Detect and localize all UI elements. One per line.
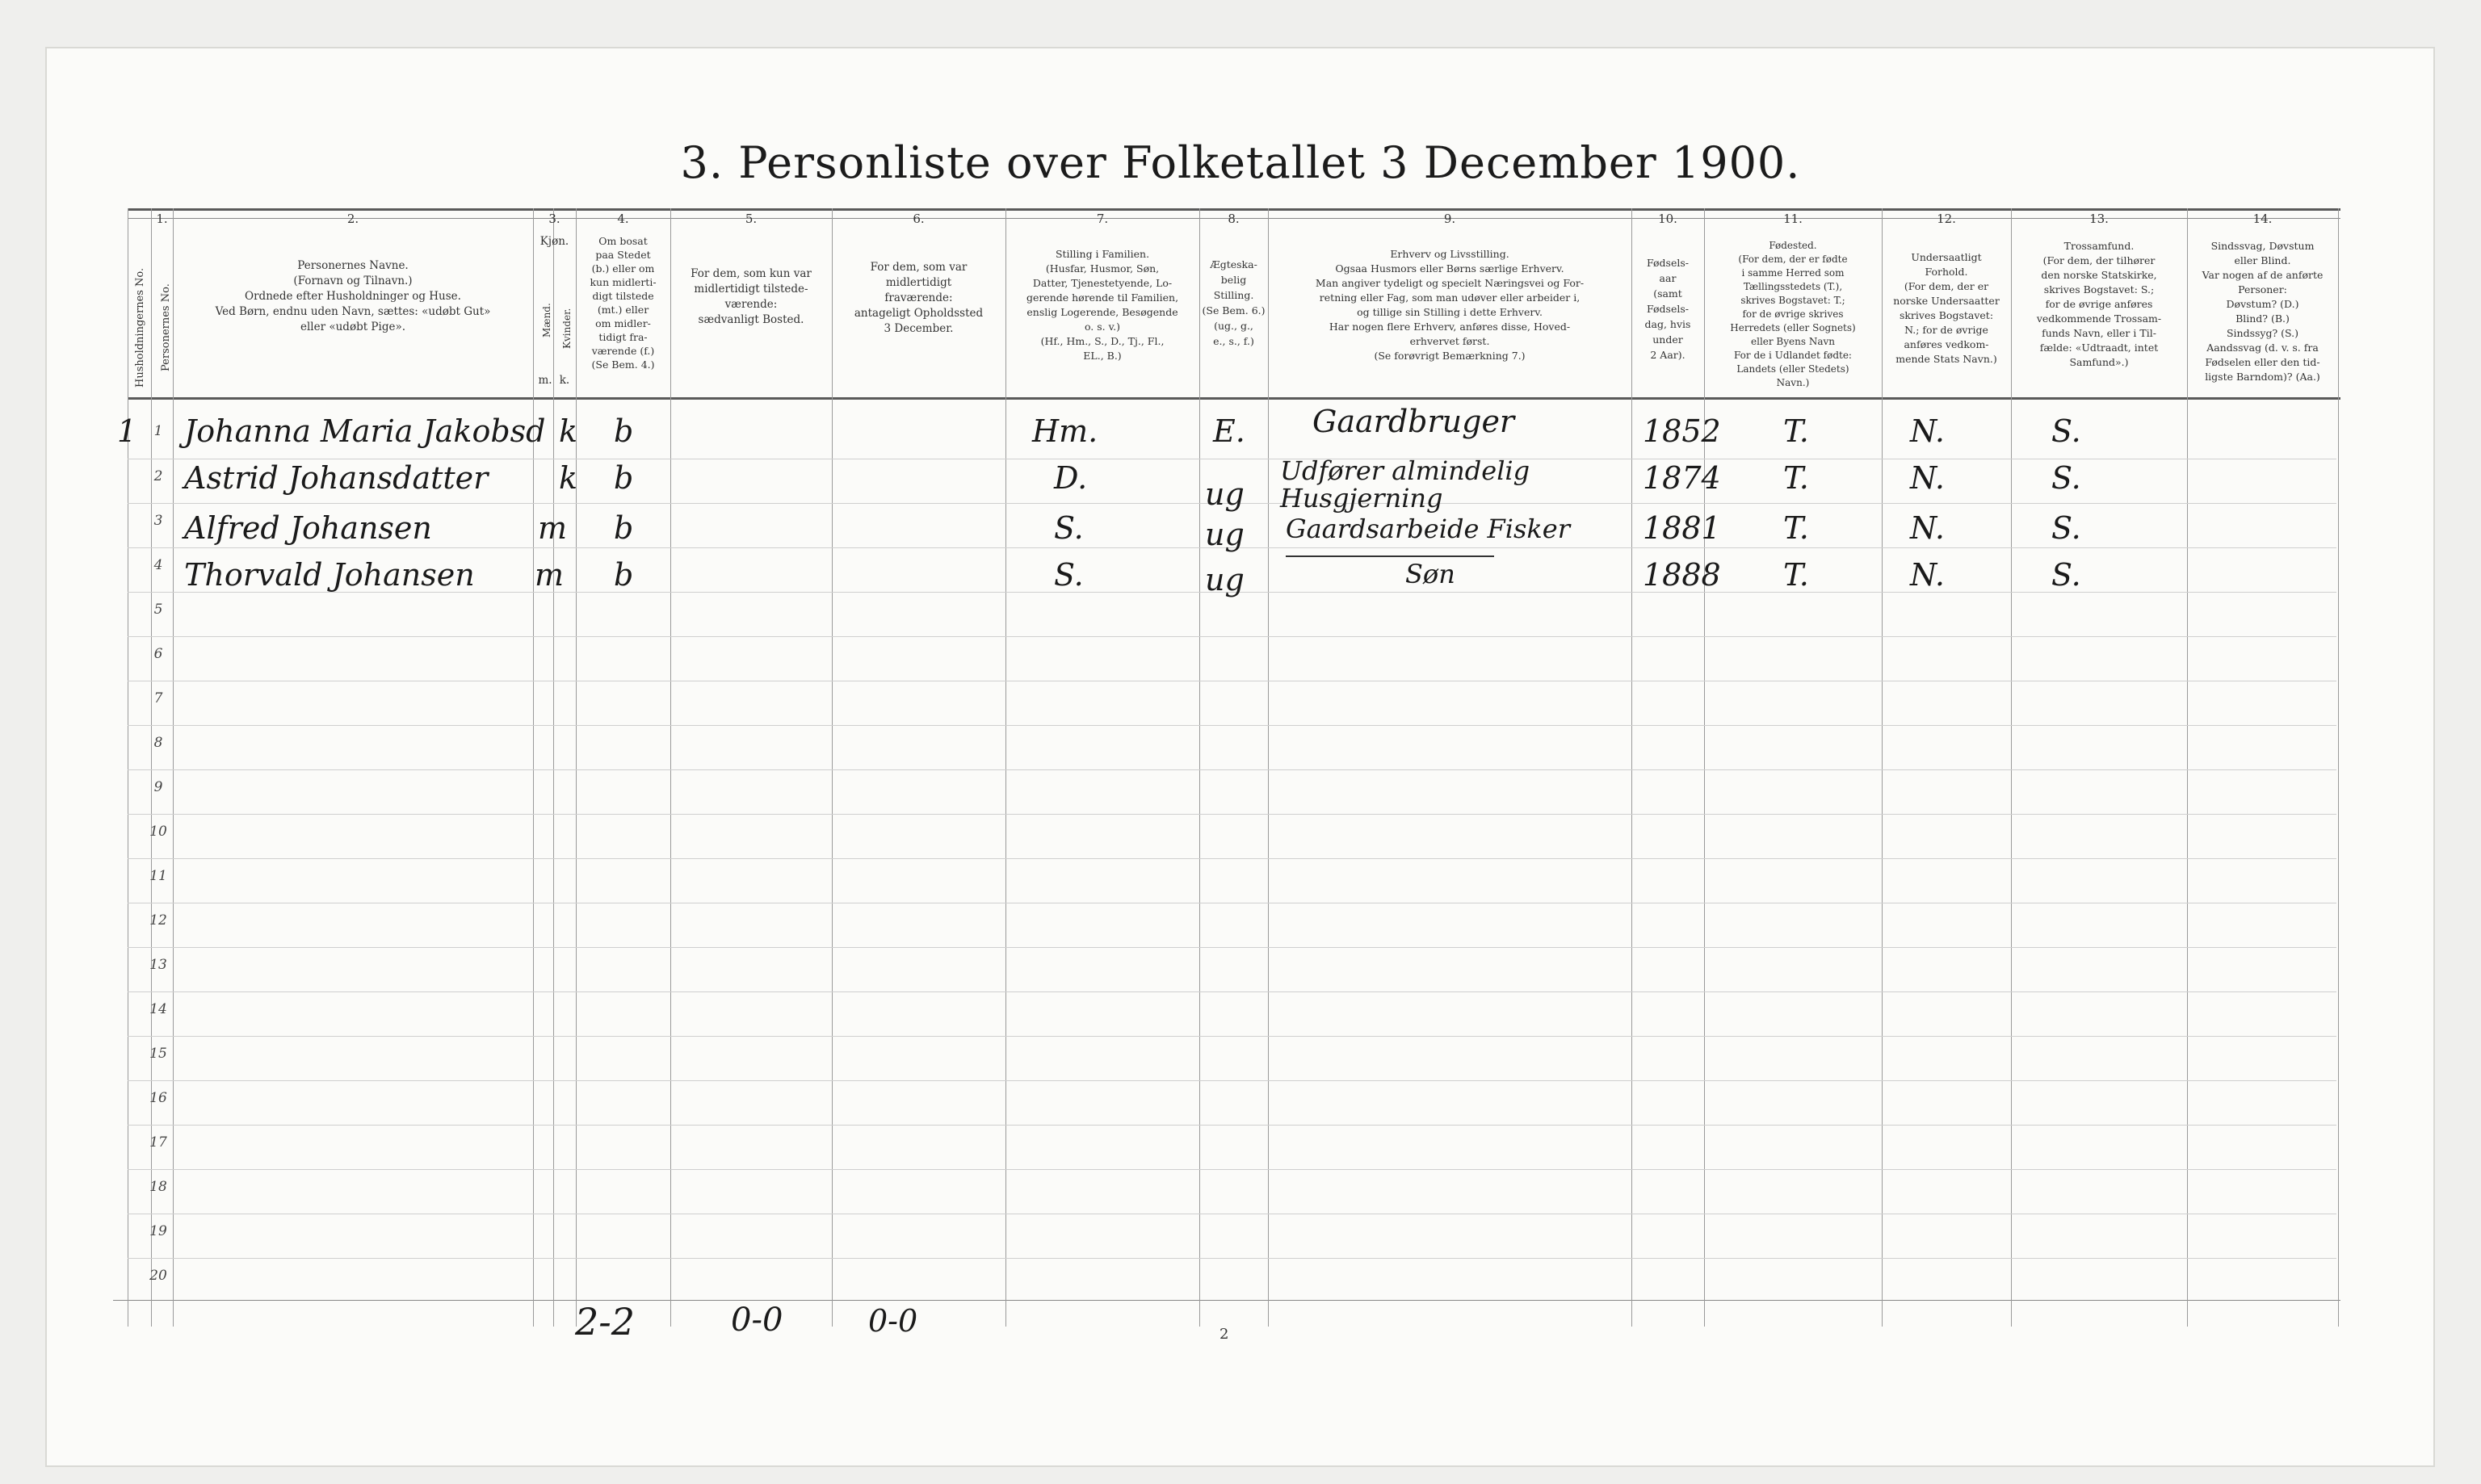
entry-birth-year: 1852 — [1643, 413, 1721, 449]
entry-marital: ug — [1205, 562, 1245, 597]
occupation-underline — [1286, 555, 1494, 557]
entry-family-position: S. — [1054, 557, 1084, 593]
column-number: 2. — [346, 212, 359, 226]
entry-birthplace: T. — [1783, 557, 1809, 593]
entry-birth-year: 1881 — [1643, 510, 1721, 546]
entry-sex: k — [559, 460, 578, 496]
row-number: 3 — [153, 513, 163, 529]
entry-birth-year: 1888 — [1643, 557, 1721, 593]
entry-residence: b — [614, 557, 634, 593]
header-marital: Ægteska- belig Stilling. (Se Bem. 6.) (ug., g., e., s., f.) — [1202, 258, 1266, 347]
header-sex: Kjøn. — [539, 235, 569, 248]
entry-residence: b — [614, 460, 634, 496]
header-religion: Trossamfund. (For dem, der tilhører den norske Statskirke, skrives Bogstavet: S.; for de øvrige anføres vedkommende Trossam- funds Navn, eller i Til- fælde: «Udtraadt, intet Samfund».) — [2036, 240, 2162, 368]
entry-citizenship: N. — [1910, 510, 1945, 546]
row-number: 4 — [153, 557, 163, 573]
entry-marital: ug — [1205, 476, 1245, 512]
col-line — [1631, 208, 1632, 1327]
entry-name: Astrid Johansdatter — [184, 460, 489, 496]
entry-marital: ug — [1205, 517, 1245, 552]
entry-family-position: D. — [1054, 460, 1088, 496]
entry-citizenship: N. — [1910, 413, 1945, 449]
column-number: 11. — [1783, 212, 1803, 226]
header-temp-present: For dem, som kun var midlertidigt tilstede- værende: sædvanligt Bosted. — [691, 267, 812, 326]
row-number: 5 — [153, 602, 163, 618]
household-number: 1 — [117, 413, 137, 449]
entry-occupation: Gaardbruger — [1312, 404, 1515, 439]
col-line — [832, 208, 833, 1327]
col-line — [2338, 208, 2339, 1327]
column-number: 5. — [745, 212, 758, 226]
row-number: 10 — [149, 824, 167, 840]
col-line — [1882, 208, 1883, 1327]
row-number: 15 — [149, 1046, 167, 1062]
row-line — [128, 858, 2336, 859]
row-number: 17 — [149, 1134, 167, 1151]
row-number: 6 — [153, 646, 163, 662]
header-occupation: Erhverv og Livsstilling. Ogsaa Husmors eller Børns særlige Erhverv. Man angiver tydeligt og specielt Næringsvei og For- retning eller Fag, som man udøver eller arbeider i, og tillige sin Stilling i dette Erhverv. Har nogen flere Erhverv, anføres disse, Hoved- erhvervet først. (Se forøvrigt Bemærkning 7.) — [1315, 248, 1585, 362]
row-line — [128, 1258, 2336, 1259]
entry-occupation: Udfører almindelig Husgjerning — [1280, 455, 1530, 514]
row-line — [128, 636, 2336, 637]
header-disability: Sindssvag, Døvstum eller Blind. Var nogen af de anførte Personer: Døvstum? (D.) Blind? (B.) Sindssyg? (S.) Aandssvag (d. v. s. fra Fødselen eller den tid- ligste Barndom)? (Aa.) — [2202, 240, 2324, 383]
column-number: 10. — [1658, 212, 1677, 226]
header-names: Personernes Navne. (Fornavn og Tilnavn.) Ordnede efter Husholdninger og Huse. Ved Børn, endnu uden Navn, sættes: «udøbt Gut» eller «udøbt Pige». — [215, 259, 491, 333]
tally-temp-present: 0-0 — [731, 1302, 783, 1339]
header-family-position: Stilling i Familien. (Husfar, Husmor, Søn, Datter, Tjenestetyende, Lo- gerende hørende til Familien, enslig Logerende, Besøgende o. s. v.) (Hf., Hm., S., D., Tj., Fl., EL., B.) — [1026, 248, 1179, 362]
header-citizenship: Undersaatligt Forhold. (For dem, der er norske Undersaatter skrives Bogstavet: N.; for de øvrige anføres vedkom- mende Stats Navn.) — [1893, 251, 2000, 365]
row-number: 7 — [153, 690, 163, 706]
entry-birthplace: T. — [1783, 413, 1809, 449]
entry-birthplace: T. — [1783, 510, 1809, 546]
header-rule — [128, 397, 2340, 400]
row-number: 2 — [153, 468, 163, 484]
header-female: Kvinder. — [561, 308, 573, 349]
row-number: 18 — [149, 1179, 167, 1195]
entry-sex: m — [538, 510, 568, 546]
entry-religion: S. — [2051, 460, 2081, 496]
header-m: m. — [538, 374, 552, 387]
entry-family-position: S. — [1054, 510, 1084, 546]
row-line — [128, 947, 2336, 948]
row-number: 20 — [149, 1268, 167, 1284]
column-number: 1. — [156, 212, 168, 226]
row-number: 9 — [153, 779, 163, 795]
col-line — [670, 208, 671, 1327]
col-line — [2011, 208, 2012, 1327]
column-number: 14. — [2252, 212, 2273, 226]
entry-religion: S. — [2051, 557, 2081, 593]
entry-residence: b — [614, 510, 634, 546]
header-k: k. — [559, 374, 570, 387]
row-number: 16 — [149, 1090, 167, 1106]
page-number: 2 — [1220, 1326, 1229, 1343]
bottom-rule — [113, 1300, 2340, 1301]
row-line — [128, 1080, 2336, 1081]
row-number: 8 — [153, 735, 163, 751]
column-number: 4. — [617, 212, 629, 226]
entry-residence: b — [614, 413, 634, 449]
col-line — [173, 208, 174, 1327]
tally-sex: 2-2 — [575, 1300, 636, 1344]
header-birth-year: Fødsels- aar (samt Fødsels- dag, hvis under 2 Aar). — [1644, 257, 1691, 361]
column-number: 3. — [548, 212, 560, 226]
household-number-label: Husholdningernes No. — [134, 267, 146, 388]
entry-citizenship: N. — [1910, 460, 1945, 496]
entry-sex: k — [559, 413, 578, 449]
entry-religion: S. — [2051, 413, 2081, 449]
col-line — [533, 208, 534, 1327]
entry-occupation: Gaardsarbeide Fisker — [1286, 514, 1571, 544]
entry-religion: S. — [2051, 510, 2081, 546]
header-male: Mænd. — [541, 303, 552, 337]
row-line — [128, 991, 2336, 992]
header-temp-absent: For dem, som var midlertidigt fraværende: antageligt Opholdssted 3 December. — [854, 261, 984, 335]
entry-occupation: Søn — [1405, 559, 1455, 589]
row-number: 13 — [149, 957, 167, 973]
column-number: 9. — [1443, 212, 1456, 226]
entry-name: Thorvald Johansen — [184, 557, 475, 593]
col-line — [151, 208, 152, 1327]
entry-marital: E. — [1213, 413, 1245, 449]
row-line — [128, 1169, 2336, 1170]
header-residence: Om bosat paa Stedet (b.) eller om kun midlerti- digt tilstede (mt.) eller om midler- tidigt fra- værende (f.) (Se Bem. 4.) — [590, 235, 657, 371]
col-line — [576, 208, 577, 1327]
entry-birthplace: T. — [1783, 460, 1809, 496]
entry-birth-year: 1874 — [1643, 460, 1721, 496]
entry-name: Johanna Maria Jakobsd — [184, 413, 546, 449]
column-number: 8. — [1228, 212, 1240, 226]
entry-citizenship: N. — [1910, 557, 1945, 593]
page-title: 3. Personliste over Folketallet 3 December 1900. — [680, 137, 1801, 188]
column-number: 12. — [1937, 212, 1956, 226]
person-number-label: Personernes No. — [160, 283, 172, 371]
row-number: 11 — [149, 868, 167, 884]
column-number: 7. — [1096, 212, 1109, 226]
row-number: 14 — [149, 1001, 167, 1017]
entry-sex: m — [535, 557, 565, 593]
entry-family-position: Hm. — [1032, 413, 1098, 449]
column-number: 6. — [913, 212, 925, 226]
row-line — [128, 814, 2336, 815]
row-line — [128, 725, 2336, 726]
row-line — [128, 769, 2336, 770]
row-number: 12 — [149, 912, 167, 929]
header-birthplace: Fødested. (For dem, der er fødte i samme Herred som Tællingsstedets (T.), skrives Bogstavet: T.; for de øvrige skrives Herredets (eller Sognets) eller Byens Navn For de i Udlandet fødte: Landets (eller Stedets) Navn.) — [1730, 240, 1856, 388]
col-line — [1199, 208, 1200, 1327]
row-number: 1 — [153, 423, 163, 439]
row-line — [128, 1036, 2336, 1037]
col-line — [1005, 208, 1006, 1327]
col-line — [1268, 208, 1269, 1327]
tally-temp-absent: 0-0 — [868, 1303, 918, 1339]
row-line — [128, 1125, 2336, 1126]
top-rule — [128, 208, 2340, 211]
row-number: 19 — [149, 1223, 167, 1239]
entry-name: Alfred Johansen — [184, 510, 432, 546]
column-number: 13. — [2089, 212, 2109, 226]
